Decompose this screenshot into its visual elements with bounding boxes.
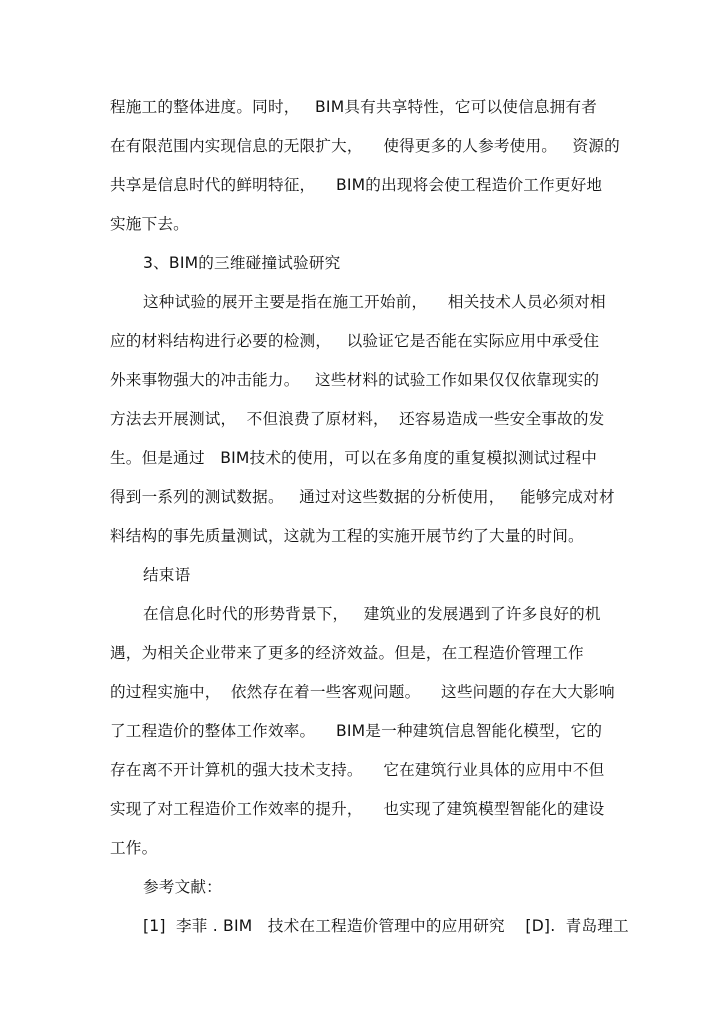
paragraph-line: 在信息化时代的形势背景下， 建筑业的发展遇到了许多良好的机 <box>143 605 601 623</box>
paragraph-line: 这种试验的展开主要是指在施工开始前， 相关技术人员必须对相 <box>143 293 606 311</box>
paragraph-line: 的过程实施中， 依然存在着一些客观问题。 这些问题的存在大大影响 <box>110 683 615 701</box>
paragraph-line: 实现了对工程造价工作效率的提升， 也实现了建筑模型智能化的建设 <box>110 800 605 818</box>
paragraph-line: 得到一系列的测试数据。 通过对这些数据的分析使用， 能够完成对材 <box>110 488 615 506</box>
paragraph-line: 方法去开展测试， 不但浪费了原材料， 还容易造成一些安全事故的发 <box>110 410 605 428</box>
references-heading: 参考文献： <box>143 878 222 896</box>
paragraph-line: 遇，为相关企业带来了更多的经济效益。但是，在工程造价管理工作 <box>110 644 584 662</box>
paragraph-line: 存在离不开计算机的强大技术支持。 它在建筑行业具体的应用中不但 <box>110 761 605 779</box>
reference-item: [1] 李菲 . BIM 技术在工程造价管理中的应用研究 [D]. 青岛理工 <box>143 917 629 935</box>
paragraph-line: 料结构的事先质量测试，这就为工程的实施开展节约了大量的时间。 <box>110 527 584 545</box>
paragraph-line: 共享是信息时代的鲜明特征， BIM的出现将会使工程造价工作更好地 <box>110 176 603 194</box>
paragraph-line: 在有限范围内实现信息的无限扩大， 使得更多的人参考使用。 资源的 <box>110 137 620 155</box>
section-heading: 结束语 <box>143 566 191 584</box>
paragraph-line: 实施下去。 <box>110 215 189 233</box>
paragraph-line: 了工程造价的整体工作效率。 BIM是一种建筑信息智能化模型，它的 <box>110 722 603 740</box>
paragraph-line: 应的材料结构进行必要的检测， 以验证它是否能在实际应用中承受住 <box>110 332 600 350</box>
paragraph-line: 生。但是通过 BIM技术的使用，可以在多角度的重复模拟测试过程中 <box>110 449 598 467</box>
paragraph-line: 程施工的整体进度。同时， BIM具有共享特性，它可以使信息拥有者 <box>110 98 598 116</box>
paragraph-line: 外来事物强大的冲击能力。 这些材料的试验工作如果仅仅依靠现实的 <box>110 371 600 389</box>
paragraph-line: 工作。 <box>110 839 158 857</box>
section-heading: 3、BIM的三维碰撞试验研究 <box>143 254 341 272</box>
